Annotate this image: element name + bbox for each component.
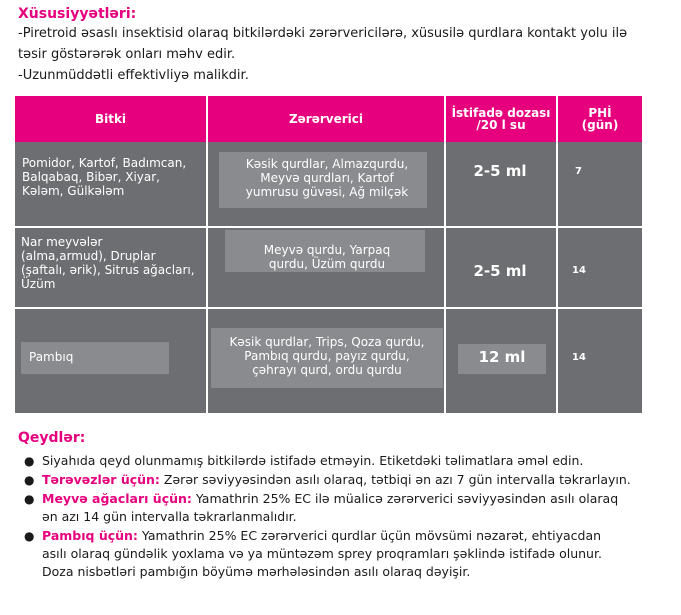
note-item [22,490,672,526]
header-phi-line-2: (gün) [581,118,619,132]
row-2-dose: 2-5 ml [473,262,527,280]
note-text: asılı olaraq gündəlik yoxlama və ya müntəzəm sprey proqramları şəklində istifadə olunur. [42,546,602,561]
row-1-pest [211,157,443,199]
note-item [22,471,672,489]
row-2-pest-line: qurdu, Üzüm qurdu [268,257,386,271]
bullet-icon: ● [24,492,35,506]
note-text: Doza nisbətləri pambığın böyümə mərhələsindən asılı olaraq dəyişir. [42,564,471,579]
notes-list [22,452,672,582]
row-2-plant-line: Nar meyvələr [21,235,103,249]
row-3-plant [29,350,179,364]
header-plant: Bitki [94,112,127,126]
note-text: Zərər səviyyəsindən asılı olaraq, tətbiqi ən azı 7 gün intervalla təkrarlayın. [163,472,631,487]
row-2-phi: 14 [572,265,586,276]
note-text: Yamathrin 25% EC zərərverici qurdlar üçün mövsümi nəzarət, ehtiyacdan [141,528,602,543]
table-header [15,96,642,142]
row-1-pest-line: Meyvə qurdları, Kartof [260,171,394,185]
row-3-pest [209,335,445,377]
row-3-pest-line: Pambıq qurdu, payız qurdu, [244,349,410,363]
row-2-plant-line: Üzüm [21,277,56,291]
row-1-plant-line: Balqabaq, Bibər, Xiyar, [22,170,160,184]
row-2-pest [211,243,443,271]
row-3-dose: 12 ml [478,348,526,366]
row-1-phi: 7 [575,166,582,177]
row-3-pest-line: çəhrayı qurd, ordu qurdu [252,363,402,377]
features-line-1: -Piretroid əsaslı insektisid olaraq bitkilərdəki zərərvericilərə, xüsusilə qurdlara kontakt yolu ilə [18,26,628,41]
row-3-plant-line: Pambıq [29,350,74,364]
header-phi [558,96,642,142]
features-title: Xüsusiyyətləri: [18,6,137,22]
bullet-icon: ● [24,529,35,543]
note-text: Siyahıda qeyd olunmamış bitkilərdə istifadə etməyin. Etiketdəki təlimatlara əməl edin. [42,453,584,468]
note-label: Pambıq üçün: [42,528,138,543]
row-1-plant [22,156,204,198]
features-line-3: -Uzunmüddətli effektivliyə malikdir. [18,68,249,83]
features-line-2: təsir göstərərək onları məhv edir. [18,47,236,62]
row-3-pest-line: Kəsik qurdlar, Trips, Qoza qurdu, [229,335,425,349]
row-1-plant-line: Pomidor, Kartof, Badımcan, [22,156,187,170]
row-2-pest-line: Meyvə qurdu, Yarpaq [263,243,391,257]
row-2-plant-line: (şaftalı, ərik), Sitrus ağacları, [21,263,195,277]
row-3-phi: 14 [572,352,586,363]
note-item [22,527,672,581]
row-2-plant-line: (alma,armud), Druplar [21,249,156,263]
header-pest: Zərərverici [288,112,364,126]
column-divider [556,96,558,413]
header-dose [446,96,556,142]
row-2-plant [21,235,207,291]
row-1-plant-line: Kələm, Gülkələm [22,184,125,198]
note-text: ən azı 14 gün intervalla təkrarlanmalıdır. [42,509,297,524]
row-1-pest-line: Kəsik qurdlar, Almazqurdu, [245,157,409,171]
row-1-dose: 2-5 ml [473,162,527,180]
notes-title: Qeydlər: [18,430,86,446]
bullet-icon: ● [24,454,35,468]
note-text: Yamathrin 25% EC ilə müalicə zərərverici səviyyəsindən asılı olaraq [195,491,619,506]
header-dose-line-1: İstifadə dozası [451,106,551,120]
note-item [22,452,672,470]
dosage-table [15,96,642,413]
header-phi-line-1: PHİ [588,106,612,120]
bullet-icon: ● [24,473,35,487]
row-divider [15,226,642,228]
row-1-pest-line: yumrusu güvəsi, Ağ milçək [245,185,409,199]
note-label: Meyvə ağacları üçün: [42,491,192,506]
header-dose-line-2: /20 l su [476,118,526,132]
row-divider [15,307,642,309]
note-label: Tərəvəzlər üçün: [42,472,160,487]
